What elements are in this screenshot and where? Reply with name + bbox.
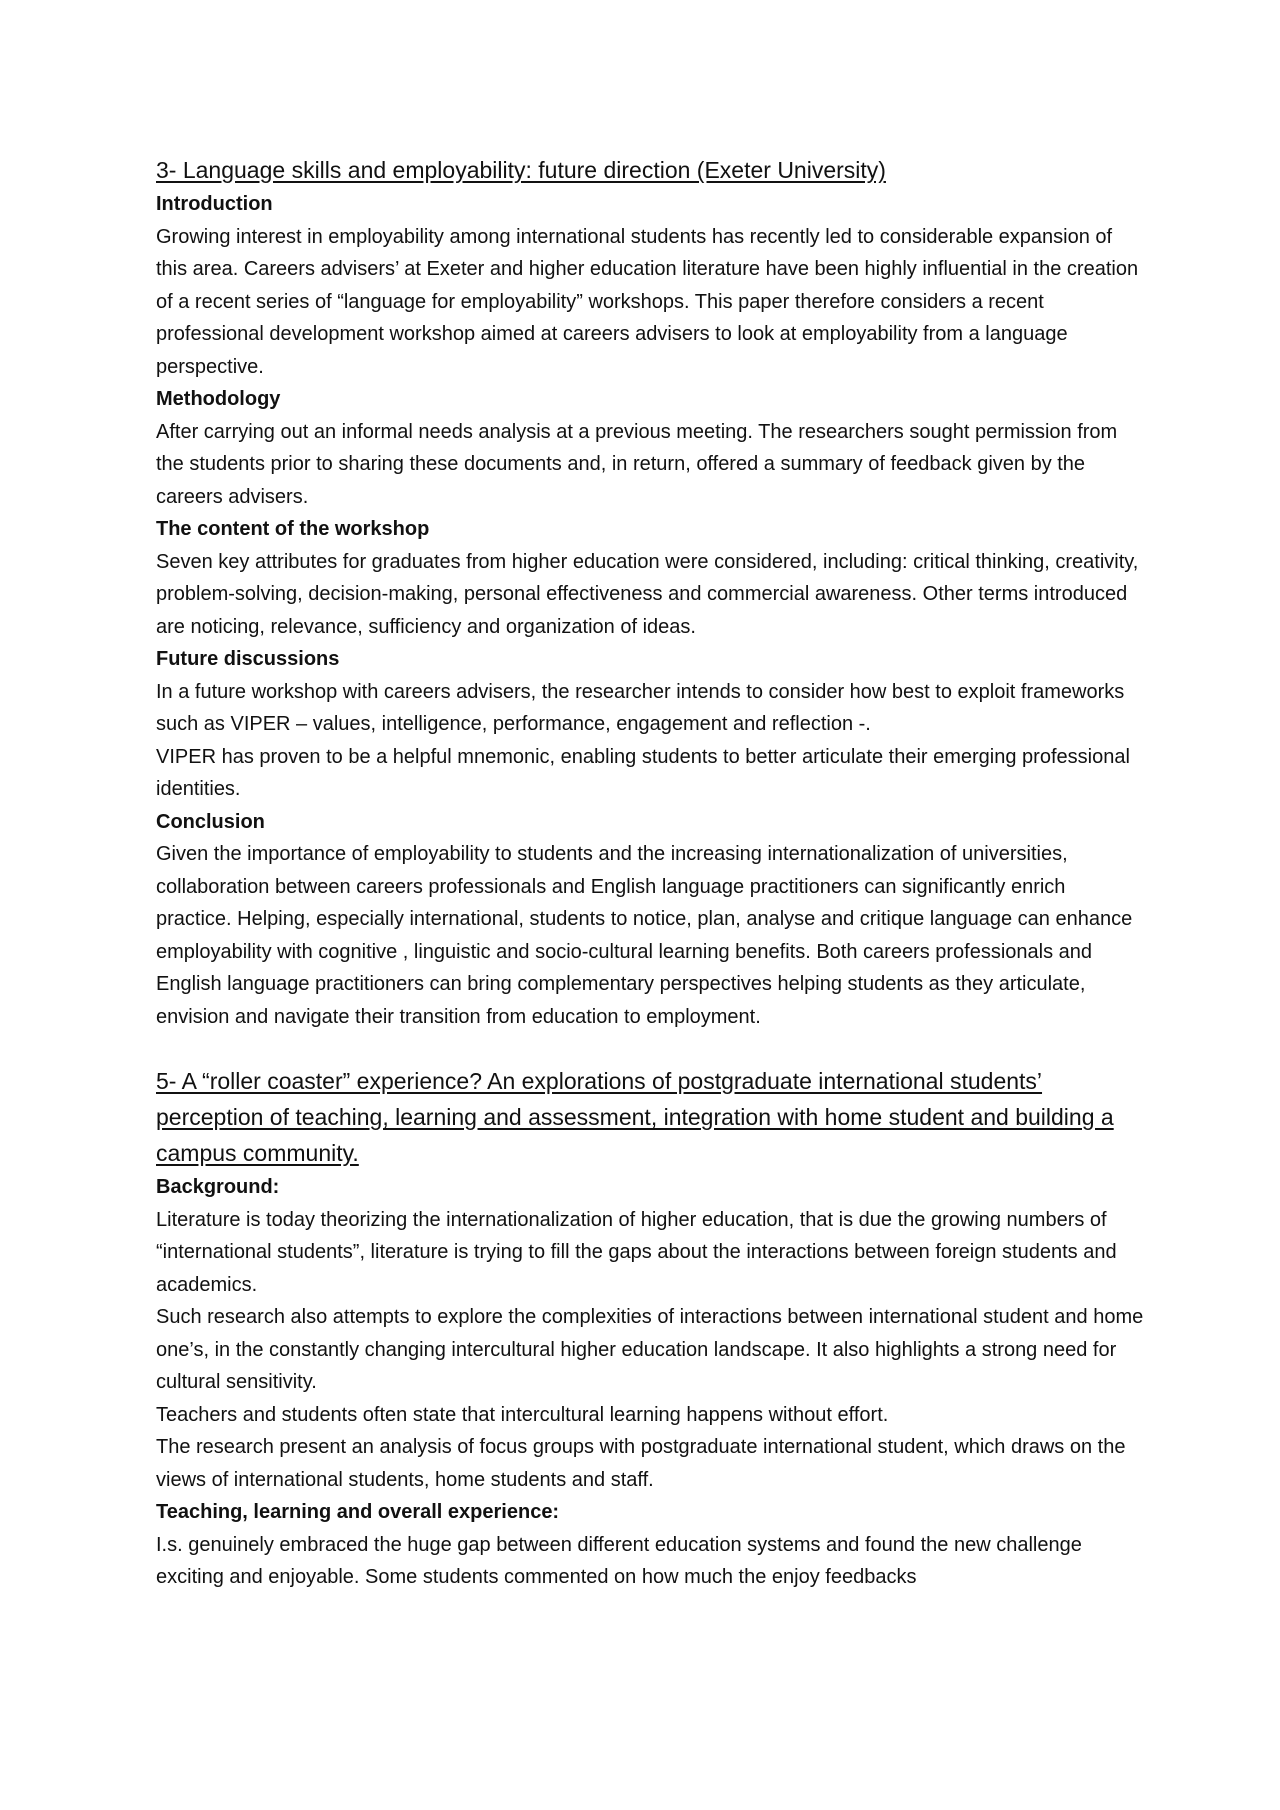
background-text-2: Such research also attempts to explore the complexities of interactions between international student and home one’s, in the constantly changing intercultural higher education landscape. It also highlights a strong need for cultural sensitivity. — [156, 1306, 1144, 1393]
future-discussions-text-2: VIPER has proven to be a helpful mnemonic, enabling students to better articulate their emerging professional identities. — [156, 745, 1130, 800]
background-text-3: Teachers and students often state that intercultural learning happens without effort. — [156, 1403, 889, 1426]
section-5-title: 5- A “roller coaster” experience? An explorations of postgraduate international students’ perception of teaching, learning and assessment, integration with home student and building a campus community. — [156, 1068, 1114, 1166]
background-heading: Background: — [156, 1176, 280, 1198]
methodology-heading: Methodology — [156, 388, 281, 410]
introduction-heading: Introduction — [156, 193, 273, 215]
background-text-4: The research present an analysis of focus groups with postgraduate international student, which draws on the views of international students, home students and staff. — [156, 1436, 1126, 1491]
conclusion-heading: Conclusion — [156, 810, 265, 833]
document-page — [156, 152, 1146, 1594]
future-discussions-heading: Future discussions — [156, 648, 340, 670]
background-text-1: Literature is today theorizing the internationalization of higher education, that is due the growing numbers of “international students”, literature is trying to fill the gaps about the interactions between foreign students and academics. — [156, 1208, 1117, 1296]
workshop-content-text: Seven key attributes for graduates from higher education were considered, including: critical thinking, creativity, problem-solving, decision-making, personal effectiveness and commercial awareness. Other terms introduced are noticing, relevance, sufficiency and organization of ideas. — [156, 550, 1139, 638]
section-3-title: 3- Language skills and employability: future direction (Exeter University) — [156, 157, 886, 183]
introduction-text: Growing interest in employability among international students has recently led to considerable expansion of this area. Careers advisers’ at Exeter and higher education literature have been highly influential in the creation of a recent series of “language for employability” workshops. This paper therefore considers a recent professional development workshop aimed at careers advisers to look at employability from a language perspective. — [156, 225, 1139, 378]
workshop-content-heading: The content of the workshop — [156, 518, 430, 540]
section-spacer — [156, 1033, 1146, 1063]
conclusion-text: Given the importance of employability to students and the increasing internationalization of universities, collaboration between careers professionals and English language practitioners can significantly enrich practice. Helping, especially international, students to notice, plan, analyse and critique language can enhance employability with cognitive , linguistic and socio-cultural learning benefits. Both careers professionals and English language practitioners can bring complementary perspectives helping students as they articulate, envision and navigate their transition from education to employment. — [156, 843, 1133, 1028]
future-discussions-text-1: In a future workshop with careers advisers, the researcher intends to consider how best to exploit frameworks such as VIPER – values, intelligence, performance, engagement and reflection -. — [156, 680, 1125, 735]
teaching-heading: Teaching, learning and overall experience: — [156, 1501, 560, 1523]
methodology-text: After carrying out an informal needs analysis at a previous meeting. The researchers sought permission from the students prior to sharing these documents and, in return, offered a summary of feedback given by the careers advisers. — [156, 420, 1118, 508]
teaching-text: I.s. genuinely embraced the huge gap between different education systems and found the new challenge exciting and enjoyable. Some students commented on how much the enjoy feedbacks — [156, 1533, 1082, 1588]
